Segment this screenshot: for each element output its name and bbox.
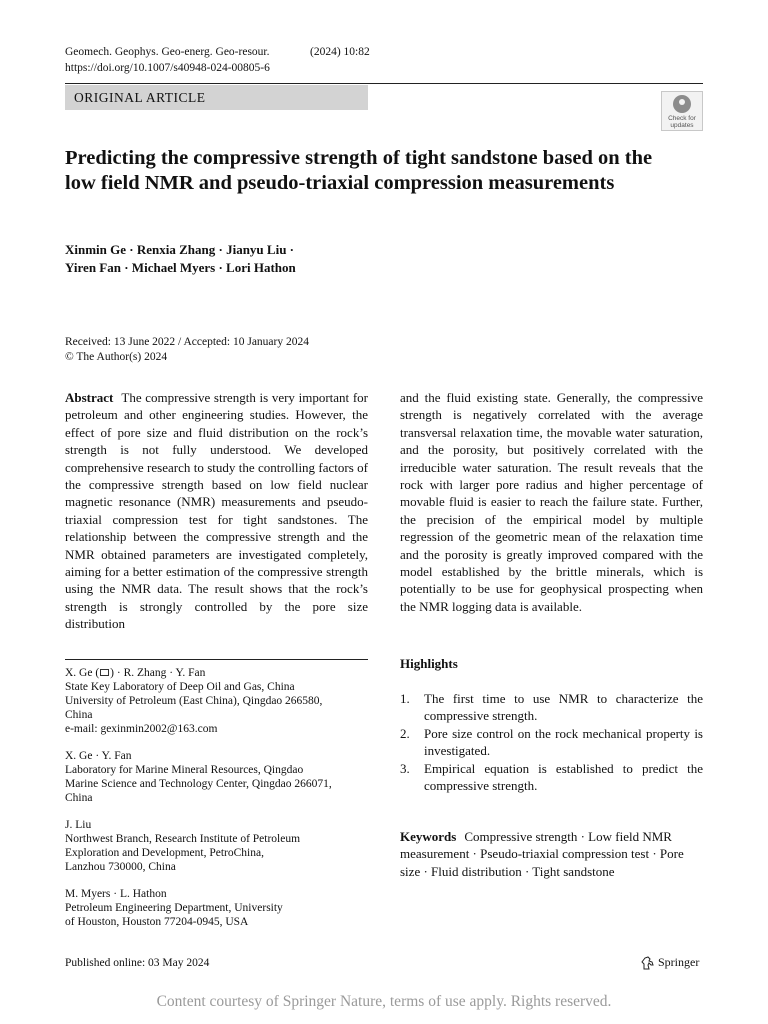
affiliation-line: Laboratory for Marine Mineral Resources, Qingdao [65,764,304,776]
highlight-text: Pore size control on the rock mechanical property is investigated. [424,725,703,759]
corresponding-email[interactable]: e-mail: gexinmin2002@163.com [65,723,218,735]
affiliation-line: China [65,792,93,804]
author-list [65,241,395,277]
received-accepted-dates: Received: 13 June 2022 / Accepted: 10 January 2024 [65,336,309,348]
authors-line-2[interactable]: Yiren Fan · Michael Myers · Lori Hathon [65,260,296,275]
affiliation-rule [65,659,368,660]
keywords [400,828,703,880]
affiliation-line: of Houston, Houston 77204-0945, USA [65,916,249,928]
highlight-number: 1. [400,691,410,706]
check-updates-label-1: Check for [668,115,696,122]
highlight-number: 3. [400,760,410,776]
published-date: Published online: 03 May 2024 [65,957,210,969]
springer-logo[interactable] [641,955,699,970]
journal-name: Geomech. Geophys. Geo-energ. Geo-resour. [65,46,270,58]
affiliation-names [65,666,368,680]
article-title: Predicting the compressive strength of tight sandstone based on the low field NMR and pseudo-triaxial compression measurements [65,147,653,194]
affiliation-block [65,749,368,805]
check-for-updates-button[interactable] [661,91,703,131]
affiliation-block [65,818,368,874]
affiliations [65,666,368,942]
copyright-notice: © The Author(s) 2024 [65,351,168,363]
affiliation-names-post: ) · R. Zhang · Y. Fan [110,667,206,679]
highlight-number: 2. [400,725,410,741]
highlight-item [400,725,703,760]
highlights-heading: Highlights [400,656,458,671]
highlight-item [400,760,703,795]
header-rule [65,83,703,84]
springer-horse-icon [641,956,654,970]
envelope-icon[interactable] [100,669,109,676]
abstract-text-left: The compressive strength is very important for petroleum and other engineering studies. However, the effect of pore size and fluid distribution on the rock’s strength is not fully understood. We developed comprehensive research to study the controlling factors of the compressive strength based on low field nuclear magnetic resonance (NMR) measurements and pseudo-triaxial compression test for tight sandstones. The relationship between the compressive strength and the NMR obtained parameters are investigated completely, aiming for a better estimation of the compressive strength using the NMR data. The result shows that the rock’s strength is strongly controlled by the pore size distribution [65,390,368,632]
abstract-heading: Abstract [65,390,114,405]
affiliation-line: Marine Science and Technology Center, Qingdao 266071, [65,778,332,790]
journal-header [65,44,370,76]
abstract-text-right: and the fluid existing state. Generally, the compressive strength is negatively correlated with the average transversal relaxation time, the movable water saturation, and the porosity, but positively correlated with the irreducible water saturation. The result reveals that the rock with larger pore radius and higher percentage of movable fluid is easier to reach the failure state. Further, the precision of the empirical model by multiple regression of the geometric mean of the relaxation time and the porosity is greatly improved compared with the model established by the brittle minerals, which is potentially to be use for geophysical prospecting when the NMR logging data is available. [400,390,703,614]
keywords-text: Compressive strength · Low field NMR measurement · Pseudo-triaxial compression test · Pore size · Fluid distribution · Tight sandstone [400,829,684,879]
affiliation-line: Lanzhou 730000, China [65,861,176,873]
authors-line-1[interactable]: Xinmin Ge · Renxia Zhang · Jianyu Liu · [65,242,295,257]
affiliation-line: Exploration and Development, PetroChina, [65,847,264,859]
affiliation-line: Petroleum Engineering Department, University [65,902,283,914]
affiliation-names-pre: X. Ge ( [65,667,100,679]
affiliation-line: State Key Laboratory of Deep Oil and Gas, China [65,681,295,693]
affiliation-names: M. Myers · L. Hathon [65,888,167,900]
article-type-badge: ORIGINAL ARTICLE [65,85,368,110]
affiliation-block [65,887,368,929]
highlights-list [400,690,703,794]
footer-notice: Content courtesy of Springer Nature, terms of use apply. Rights reserved. [156,993,612,1010]
highlight-text: Empirical equation is established to predict the compressive strength. [424,760,703,794]
highlight-item [400,690,703,725]
publisher-name: Springer [658,955,700,969]
affiliation-block [65,666,368,736]
highlight-text: The first time to use NMR to characterize the compressive strength. [424,691,703,724]
check-updates-icon [673,95,691,113]
affiliation-names: X. Ge · Y. Fan [65,750,132,762]
abstract-right-column [400,389,703,615]
affiliation-line: China [65,709,93,721]
keywords-heading: Keywords [400,829,457,844]
check-updates-label-2: updates [670,122,694,129]
journal-year-volume: (2024) 10:82 [310,46,370,58]
affiliation-names: J. Liu [65,819,92,831]
affiliation-line: University of Petroleum (East China), Qingdao 266580, [65,695,323,707]
article-dates [65,335,309,365]
doi-link[interactable]: https://doi.org/10.1007/s40948-024-00805-6 [65,62,270,74]
abstract-left-column [65,389,368,633]
affiliation-line: Northwest Branch, Research Institute of Petroleum [65,833,301,845]
